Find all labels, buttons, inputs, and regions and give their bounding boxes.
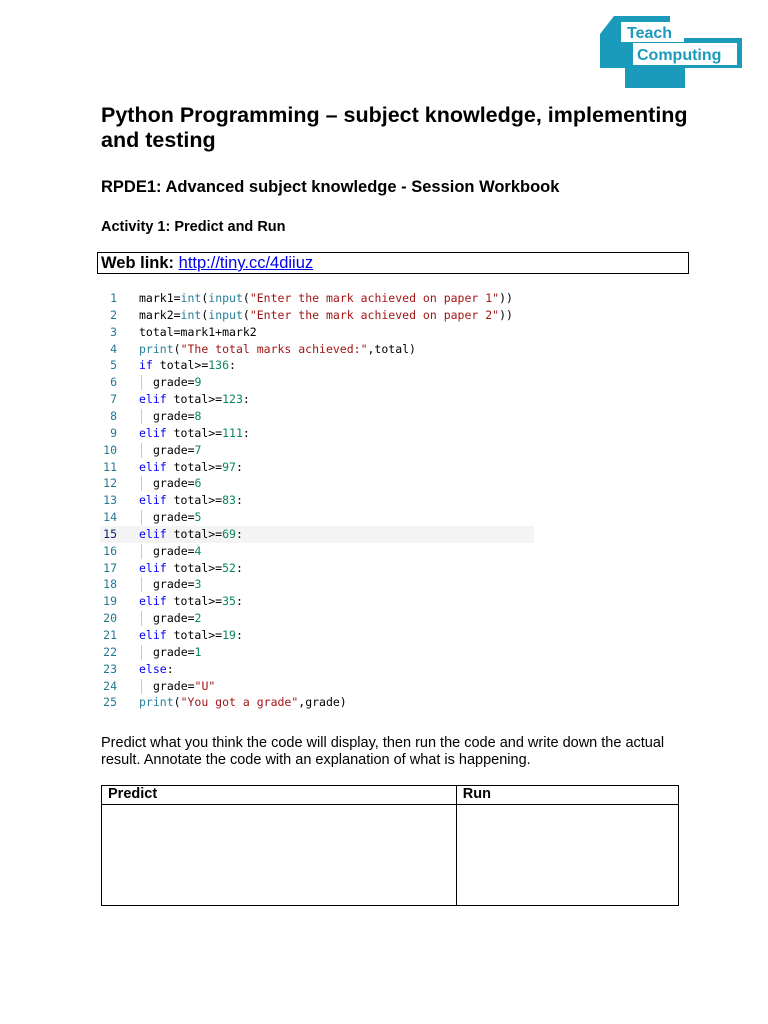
code-token: grade= [153, 543, 195, 558]
line-number: 22 [103, 644, 117, 659]
code-text [153, 509, 201, 526]
run-cell[interactable] [456, 805, 678, 906]
code-text [153, 543, 201, 560]
weblink-label: Web link: [101, 254, 175, 272]
indent-guide [141, 409, 142, 424]
line-number: 7 [110, 392, 117, 407]
page-title: Python Programming – subject knowledge, implementing and testing [101, 103, 688, 152]
code-line [100, 543, 534, 560]
line-number: 4 [110, 341, 117, 356]
code-line [100, 678, 534, 695]
code-token: ( [173, 695, 181, 710]
indent-guide [141, 577, 142, 592]
code-token: total>= [166, 594, 223, 609]
code-token: : [235, 459, 243, 474]
line-number: 25 [103, 695, 117, 710]
code-token: total>= [166, 628, 223, 642]
code-token: grade= [153, 476, 195, 491]
indent-guide [141, 679, 142, 694]
code-text [139, 425, 250, 442]
code-token: elif [139, 459, 167, 474]
code-text [139, 290, 513, 307]
code-token: grade= [153, 678, 195, 693]
code-text [153, 374, 201, 391]
code-text [139, 694, 347, 711]
code-token: 111 [222, 425, 243, 440]
code-line [100, 425, 534, 442]
line-number: 16 [103, 543, 117, 558]
indent-guide [141, 510, 142, 525]
code-line [100, 492, 534, 509]
line-number: 12 [103, 476, 117, 491]
code-token: total>= [166, 560, 223, 575]
code-line [100, 610, 534, 627]
code-text [139, 341, 416, 358]
code-token: elif [139, 560, 167, 575]
predict-run-table [101, 785, 679, 906]
code-token: elif [139, 526, 167, 541]
code-token: grade= [153, 442, 195, 457]
code-text [153, 678, 215, 695]
code-token: ( [173, 341, 181, 356]
code-token: "Enter the mark achieved on paper 2" [249, 307, 500, 322]
code-token: : [242, 425, 250, 440]
code-line [100, 593, 534, 610]
line-number: 14 [103, 510, 117, 525]
code-token: 1 [194, 644, 202, 659]
indent-guide [141, 476, 142, 491]
line-number: 2 [110, 307, 117, 322]
code-token: : [235, 628, 243, 642]
code-token: 3 [194, 577, 202, 592]
code-token: 4 [194, 543, 202, 558]
code-token: ( [242, 307, 250, 322]
code-listing [100, 290, 534, 722]
code-line [100, 408, 534, 425]
logo-line2: Computing [637, 47, 722, 64]
code-token: : [166, 661, 174, 676]
code-token: "Enter the mark achieved on paper 1" [249, 291, 500, 305]
line-number: 17 [103, 560, 117, 575]
code-text [139, 492, 243, 509]
code-text [139, 459, 243, 476]
code-line [100, 627, 534, 644]
code-line [100, 290, 534, 307]
code-token: grade= [153, 577, 195, 592]
code-token: int [180, 307, 202, 322]
code-token: 83 [222, 493, 236, 508]
indent-guide [141, 645, 142, 660]
code-token: if [139, 358, 153, 373]
code-token: ,total) [367, 341, 416, 356]
code-token: int [180, 291, 202, 305]
code-token: : [235, 526, 243, 541]
code-line [100, 526, 534, 543]
code-token: "The total marks achieved:" [180, 341, 368, 356]
code-token: ( [242, 291, 250, 305]
line-number: 5 [110, 358, 117, 373]
code-token: 9 [194, 375, 202, 390]
code-text [153, 576, 201, 593]
code-line [100, 459, 534, 476]
code-token: mark2= [139, 307, 181, 322]
code-token: )) [499, 291, 513, 305]
code-token: input [208, 291, 243, 305]
code-text [139, 661, 174, 678]
line-number: 20 [103, 611, 117, 626]
indent-guide [141, 375, 142, 390]
code-text [153, 475, 201, 492]
code-token: ( [201, 307, 209, 322]
code-token: 6 [194, 476, 202, 491]
code-token: total>= [152, 358, 209, 373]
logo-line1: Teach [627, 25, 673, 42]
code-line [100, 560, 534, 577]
code-text [139, 526, 243, 543]
code-text [153, 442, 201, 459]
code-line [100, 475, 534, 492]
line-number: 19 [103, 594, 117, 609]
code-text [139, 593, 243, 610]
teach-computing-logo [600, 16, 742, 88]
code-token: "You got a grade" [180, 695, 299, 710]
code-token: grade= [153, 644, 195, 659]
code-token: : [235, 493, 243, 508]
code-token: : [242, 392, 250, 407]
code-line [100, 307, 534, 324]
code-token: 136 [208, 358, 230, 373]
indent-guide [141, 611, 142, 626]
code-line [100, 391, 534, 408]
code-token: ( [201, 291, 209, 305]
line-number: 10 [103, 442, 117, 457]
code-token: 8 [194, 408, 202, 423]
code-token: mark1= [139, 291, 181, 305]
code-token: ,grade) [298, 695, 347, 710]
code-token: print [139, 341, 174, 356]
code-token: total=mark1+mark2 [139, 324, 257, 339]
code-token: input [208, 307, 243, 322]
activity-heading: Activity 1: Predict and Run [101, 219, 286, 235]
indent-guide [141, 443, 142, 458]
code-token: grade= [153, 375, 195, 390]
line-number: 15 [103, 526, 117, 541]
predict-header: Predict [102, 786, 457, 805]
code-token: 19 [222, 628, 236, 642]
code-token: 2 [194, 611, 202, 626]
code-line [100, 509, 534, 526]
code-line [100, 341, 534, 358]
weblink-url[interactable]: http://tiny.cc/4diiuz [178, 254, 314, 272]
code-line [100, 576, 534, 593]
code-token: elif [139, 392, 167, 407]
session-subtitle: RPDE1: Advanced subject knowledge - Session Workbook [101, 178, 560, 196]
code-text [139, 307, 513, 324]
line-number: 24 [103, 678, 117, 693]
code-token: : [229, 358, 236, 373]
line-number: 18 [103, 577, 117, 592]
code-line [100, 644, 534, 661]
code-token: grade= [153, 611, 195, 626]
code-token: 5 [194, 510, 202, 525]
code-token: else [139, 661, 167, 676]
indent-guide [141, 544, 142, 559]
code-token: elif [139, 425, 167, 440]
code-token: 97 [222, 459, 236, 474]
code-token: grade= [153, 510, 195, 525]
run-header: Run [456, 786, 678, 805]
code-token: : [235, 560, 243, 575]
line-number: 13 [103, 493, 117, 508]
code-text [139, 627, 243, 644]
code-text [139, 560, 243, 577]
code-token: 123 [222, 392, 243, 407]
line-number: 8 [110, 408, 117, 423]
code-token: total>= [166, 493, 223, 508]
code-token: total>= [166, 526, 223, 541]
code-text [139, 391, 250, 408]
line-number: 6 [110, 375, 117, 390]
code-text [139, 357, 236, 374]
code-token: 7 [194, 442, 202, 457]
line-number: 23 [103, 661, 117, 676]
code-token: elif [139, 493, 167, 508]
code-line [100, 324, 534, 341]
code-text [139, 324, 257, 341]
code-line [100, 357, 534, 374]
code-token: 52 [222, 560, 236, 575]
code-token: elif [139, 594, 167, 609]
line-number: 21 [103, 628, 117, 642]
code-line [100, 374, 534, 391]
code-token: total>= [166, 392, 223, 407]
code-token: print [139, 695, 174, 710]
line-number: 3 [110, 324, 117, 339]
code-token: "U" [194, 678, 216, 693]
code-token: total>= [166, 459, 223, 474]
instructions-text: Predict what you think the code will display, then run the code and write down the actual result. Annotate the code with an explanation of what is happening. [101, 735, 665, 768]
code-line [100, 442, 534, 459]
code-line [100, 661, 534, 678]
weblink-box [97, 252, 689, 274]
code-token: : [235, 594, 243, 609]
code-token: 69 [222, 526, 236, 541]
code-text [153, 610, 201, 627]
code-line [100, 694, 534, 711]
code-text [153, 644, 201, 661]
code-token: total>= [166, 425, 223, 440]
code-text [153, 408, 201, 425]
line-number: 9 [110, 425, 117, 440]
code-token: grade= [153, 408, 195, 423]
code-token: elif [139, 628, 167, 642]
code-token: )) [499, 307, 513, 322]
predict-cell[interactable] [102, 805, 457, 906]
line-number: 11 [103, 459, 117, 474]
code-token: 35 [222, 594, 236, 609]
line-number: 1 [110, 291, 117, 305]
